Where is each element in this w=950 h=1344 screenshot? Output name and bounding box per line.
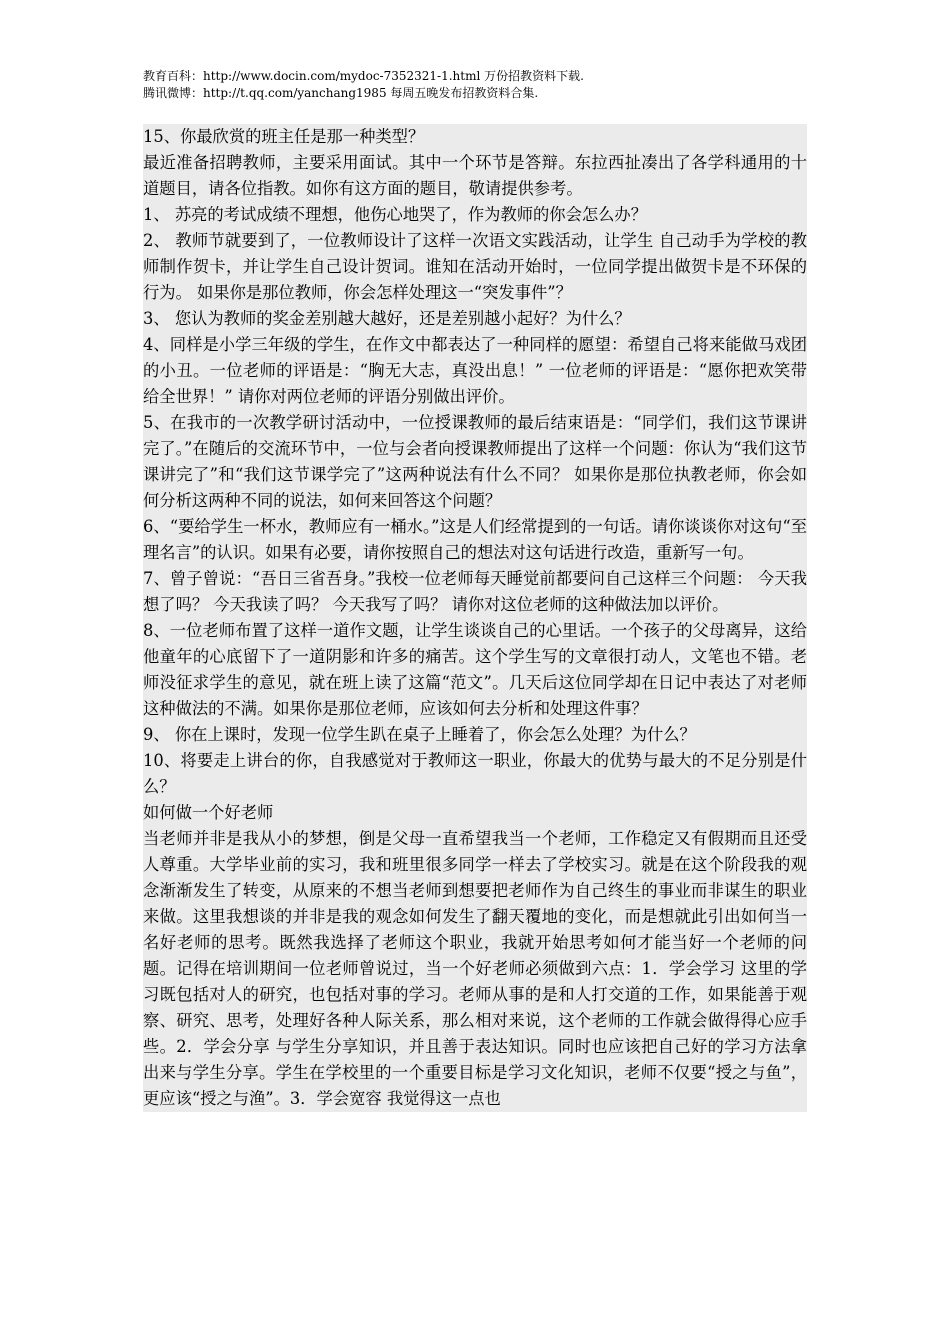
header-line-docin: 教育百科：http://www.docin.com/mydoc-7352321-1.html 万份招教资料下载. [143, 69, 584, 83]
question-1: 1、 苏亮的考试成绩不理想，他伤心地哭了，作为教师的你会怎么办？ [143, 205, 647, 224]
question-5: 5、在我市的一次教学研讨活动中，一位授课教师的最后结束语是：“同学们，我们这节课讲完了。”在随后的交流环节中，一位与会者向授课教师提出了这样一个问题：你认为“我们这节课讲完了”和“我们这节课学完了”这两种说法有什么不同？ 如果你是那位执教老师，你会如何分析这两种不同的说法，如何来回答这个问题？ [143, 413, 807, 510]
section-heading: 如何做一个好老师 [143, 803, 274, 822]
intro-paragraph: 最近准备招聘教师，主要采用面试。其中一个环节是答辩。东拉西扯凑出了各学科通用的十道题目，请各位指教。如你有这方面的题目，敬请提供参考。 [143, 153, 807, 198]
header-line-weibo: 腾讯微博：http://t.qq.com/yanchang1985 每周五晚发布招教资料合集. [143, 86, 539, 100]
question-2: 2、 教师节就要到了，一位教师设计了这样一次语文实践活动，让学生 自己动手为学校的教师制作贺卡，并让学生自己设计贺词。谁知在活动开始时，一位同学提出做贺卡是不环保的行为。 如果你是那位教师，你会怎样处理这一“突发事件”？ [143, 231, 807, 302]
question-6: 6、“要给学生一杯水，教师应有一桶水。”这是人们经常提到的一句话。请你谈谈你对这句“至理名言”的认识。如果有必要，请你按照自己的想法对这句话进行改造，重新写一句。 [143, 517, 807, 562]
question-8: 8、一位老师布置了这样一道作文题，让学生谈谈自己的心里话。一个孩子的父母离异，这给他童年的心底留下了一道阴影和许多的痛苦。这个学生写的文章很打动人，文笔也不错。老师没征求学生的意见，就在班上读了这篇“范文”。几天后这位同学却在日记中表达了对老师这种做法的不满。如果你是那位老师，应该如何去分析和处理这件事？ [143, 621, 807, 718]
question-10: 10、将要走上讲台的你，自我感觉对于教师这一职业，你最大的优势与最大的不足分别是什么？ [143, 751, 807, 796]
essay-paragraph: 当老师并非是我从小的梦想，倒是父母一直希望我当一个老师，工作稳定又有假期而且还受人尊重。大学毕业前的实习，我和班里很多同学一样去了学校实习。就是在这个阶段我的观念渐渐发生了转变，从原来的不想当老师到想要把老师作为自己终生的事业而非谋生的职业来做。这里我想谈的并非是我的观念如何发生了翻天覆地的变化，而是想就此引出如何当一名好老师的思考。既然我选择了老师这个职业，我就开始思考如何才能当好一个老师的问题。记得在培训期间一位老师曾说过，当一个好老师必须做到六点：1．学会学习 这里的学习既包括对人的研究，也包括对事的学习。老师从事的是和人打交道的工作，如果能善于观察、研究、思考，处理好各种人际关系，那么相对来说，这个老师的工作就会做得得心应手些。2．学会分享 与学生分享知识，并且善于表达知识。同时也应该把自己好的学习方法拿出来与学生分享。学生在学校里的一个重要目标是学习文化知识，老师不仅要“授之与鱼”，更应该“授之与渔”。3．学会宽容 我觉得这一点也 [143, 829, 807, 1108]
document-body [143, 124, 807, 1112]
question-15: 15、你最欣赏的班主任是那一种类型？ [143, 127, 425, 146]
question-4: 4、同样是小学三年级的学生，在作文中都表达了一种同样的愿望：希望自己将来能做马戏团的小丑。一位老师的评语是：“胸无大志，真没出息！” 一位老师的评语是：“愿你把欢笑带给全世界！” 请你对两位老师的评语分别做出评价。 [143, 335, 807, 406]
question-9: 9、 你在上课时，发现一位学生趴在桌子上睡着了，你会怎么处理？为什么？ [143, 725, 696, 744]
question-3: 3、 您认为教师的奖金差别越大越好，还是差别越小起好？为什么？ [143, 309, 631, 328]
question-7: 7、曾子曾说：“吾日三省吾身。”我校一位老师每天睡觉前都要问自己这样三个问题： 今天我想了吗？ 今天我读了吗？ 今天我写了吗？ 请你对这位老师的这种做法加以评价。 [143, 569, 807, 614]
document-header [143, 68, 843, 102]
